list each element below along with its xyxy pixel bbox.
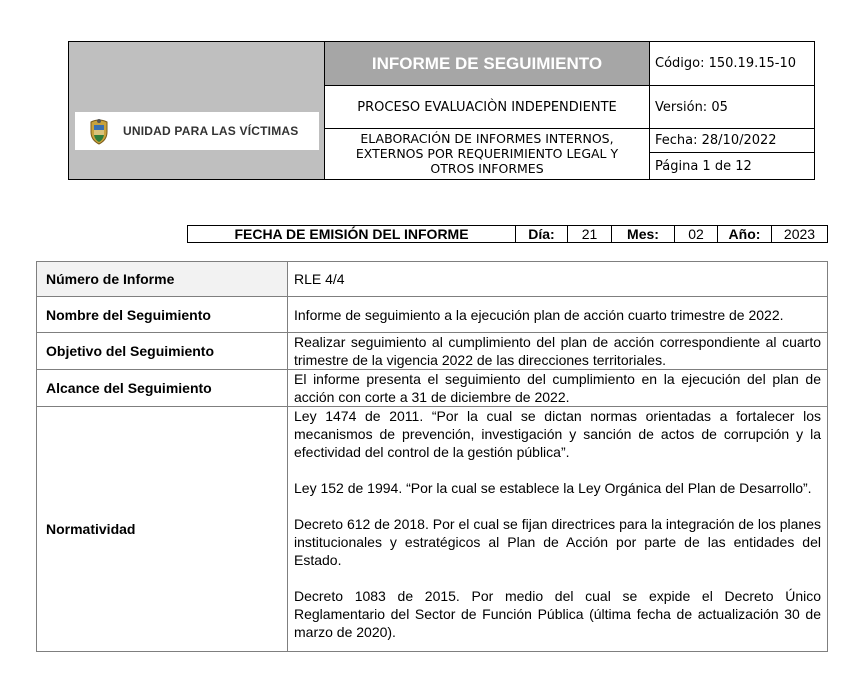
table-row — [37, 297, 828, 333]
header-meta — [650, 42, 815, 179]
document-code: Código: 150.19.15-10 — [650, 42, 815, 86]
regulation-list — [288, 407, 828, 652]
report-title: INFORME DE SEGUIMIENTO — [325, 42, 649, 86]
table-row — [37, 370, 828, 407]
regulation-item: Ley 1474 de 2011. “Por la cual se dictan normas orientadas a fortalecer los mecanismos de prevención, investigación y sanción de actos de corrupción y la efectividad del control de la gestión pública”. — [294, 408, 821, 460]
day-label: Día: — [516, 226, 568, 242]
day-value: 21 — [568, 226, 612, 242]
page-number: Página 1 de 12 — [655, 158, 752, 174]
month-value: 02 — [675, 226, 718, 242]
table-row — [37, 333, 828, 370]
process-name: PROCESO EVALUACIÒN INDEPENDIENTE — [325, 86, 649, 129]
scope-label: Alcance del Seguimiento — [37, 370, 288, 407]
issue-date-row — [187, 225, 828, 243]
report-number-value: RLE 4/4 — [288, 262, 828, 297]
table-row — [37, 262, 828, 297]
elaboration-line: OTROS INFORMES — [430, 161, 544, 176]
elaboration-text — [325, 129, 649, 179]
issue-date-label: FECHA DE EMISIÓN DEL INFORME — [188, 226, 516, 242]
month-label: Mes: — [612, 226, 675, 242]
document-header — [68, 41, 815, 180]
year-value: 2023 — [783, 226, 816, 242]
regulation-item: Decreto 612 de 2018. Por el cual se fijan directrices para la integración de los planes institucionales y estratégicos al Plan de Acción por parte de las entidades del Estado. — [294, 516, 821, 568]
logo-cell — [69, 42, 325, 179]
report-info-table — [36, 261, 828, 652]
regulation-item: Decreto 1083 de 2015. Por medio del cual se expide el Decreto Único Reglamentario del Sector de Función Pública (última fecha de actualización 30 de marzo de 2020). — [294, 588, 821, 640]
document-version: Versión: 05 — [650, 86, 815, 129]
organization-logo — [75, 112, 319, 150]
report-number-label: Número de Informe — [37, 262, 288, 297]
scope-value: El informe presenta el seguimiento del cumplimiento en la ejecución del plan de acción con corte a 31 de diciembre de 2022. — [288, 370, 828, 407]
regulation-item: Ley 152 de 1994. “Por la cual se establece la Ley Orgánica del Plan de Desarrollo”. — [294, 480, 812, 496]
table-row — [37, 407, 828, 652]
header-middle — [325, 42, 650, 179]
elaboration-line: EXTERNOS POR REQUERIMIENTO LEGAL Y — [355, 146, 619, 161]
document-date: Fecha: 28/10/2022 — [650, 129, 815, 153]
year-label: Año: — [718, 226, 772, 242]
coat-of-arms-icon — [85, 118, 113, 146]
report-name-value: Informe de seguimiento a la ejecución plan de acción cuarto trimestre de 2022. — [288, 297, 828, 333]
organization-name: UNIDAD PARA LAS VÍCTIMAS — [123, 124, 299, 138]
elaboration-line: ELABORACIÓN DE INFORMES INTERNOS, — [360, 131, 614, 146]
objective-label: Objetivo del Seguimiento — [37, 333, 288, 370]
objective-value: Realizar seguimiento al cumplimiento del plan de acción correspondiente al cuarto trimestre de la vigencia 2022 de las direcciones territoriales. — [288, 333, 828, 370]
report-name-label: Nombre del Seguimiento — [37, 297, 288, 333]
regulation-label: Normatividad — [37, 407, 288, 652]
